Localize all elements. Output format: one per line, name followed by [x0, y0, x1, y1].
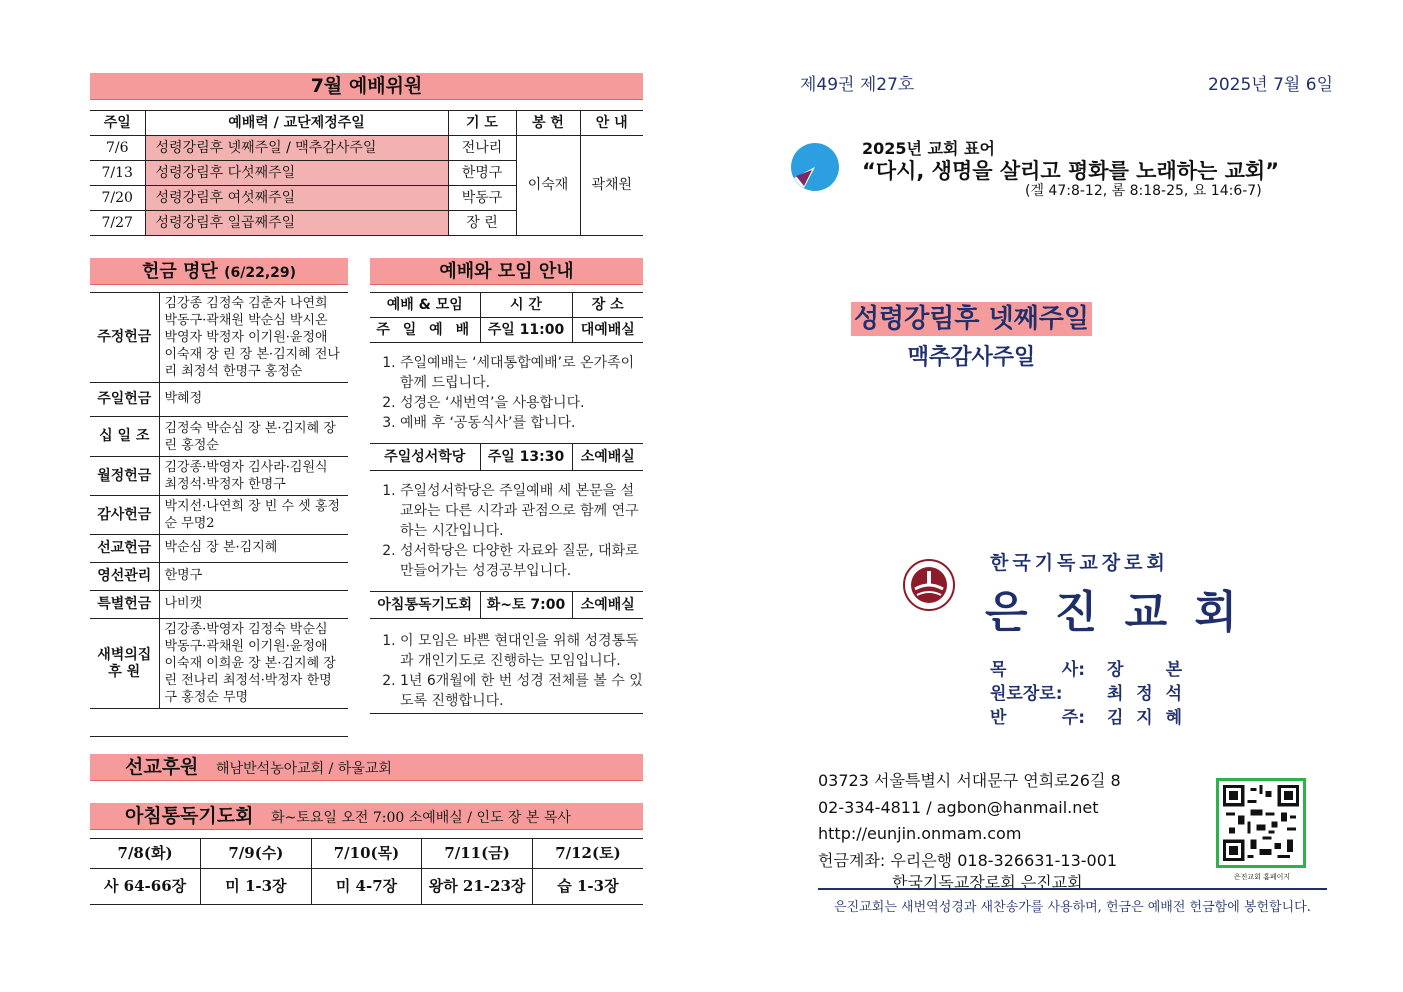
notes-list [370, 471, 643, 591]
sunday-title-wrap [0, 302, 1403, 336]
row-liturgy: 성령강림후 일곱째주일 [145, 211, 448, 236]
schedule-name: 아침통독기도회 [370, 592, 480, 619]
worship-committee-title: 7월 예배위원 [90, 73, 643, 100]
staff-row [990, 658, 1190, 682]
schedule-time: 주일 13:30 [480, 444, 572, 471]
account-row [818, 848, 1121, 875]
morning-prayer-title: 아침통독기도회 [125, 805, 254, 827]
note-item: 2. 성경은 ‘새번역’을 사용합니다. [400, 393, 643, 413]
offering-label: 월정헌금 [90, 457, 159, 496]
reading-day: 7/12(토) [555, 843, 621, 862]
account-number: 우리은행 018-326631-13-001 [890, 850, 1118, 870]
contact-block [818, 768, 1121, 892]
mission-title: 선교후원 [125, 756, 199, 778]
motto-references: (겔 47:8-12, 롬 8:18-25, 요 14:6-7) [1025, 183, 1262, 199]
offering-names: 김강종 김정숙 김춘자 나연희 박동구·곽채원 박순심 박시온 박영자 박정자 이기원·윤정애 이숙재 장 린 장 본·김지혜 전나리 최정석 한명구 홍정순 [164, 296, 340, 379]
offering-names: 나비캣 [164, 596, 203, 612]
denomination: 한국기독교장로회 [990, 552, 1169, 574]
account-holder: 한국기독교장로회 은진교회 [892, 873, 1083, 892]
schedule-row [370, 592, 643, 619]
sunday-title: 성령강림후 넷째주일 [851, 302, 1092, 336]
worship-committee-section [90, 73, 643, 236]
row-prayer: 전나리 [448, 136, 516, 161]
morning-prayer-section [90, 803, 643, 905]
schedule-place: 대예배실 [580, 321, 635, 338]
homepage-link[interactable]: http://eunjin.onmam.com [818, 824, 1022, 843]
phone-email: 02-334-4811 / agbon@hanmail.net [818, 797, 1099, 817]
row-prayer: 박동구 [448, 186, 516, 211]
worship-guide-title: 예배와 모임 안내 [370, 258, 643, 285]
row-date: 7/13 [90, 161, 145, 186]
reading-day: 7/8(화) [90, 839, 201, 869]
note-item: 1. 이 모임은 바쁜 현대인을 위해 성경통독과 개인기도로 진행하는 모임입니다. [400, 631, 643, 671]
church-seal-icon [903, 559, 955, 611]
qr-caption: 은진교회 홈페이지 [1233, 873, 1291, 881]
footer-note: 은진교회는 새번역성경과 새찬송가를 사용하며, 헌금은 예배전 헌금함에 봉헌합니다. [834, 900, 1311, 915]
reading-passage: 사 64-66장 [90, 869, 201, 905]
schedule-time: 화~토 7:00 [480, 592, 572, 619]
staff-role: 목 사: [990, 660, 1085, 680]
reading-day: 7/10(목) [311, 839, 422, 869]
col-header-usher: 안 내 [580, 111, 643, 136]
offering-person: 이숙재 [516, 136, 580, 236]
morning-prayer-text: 화~토요일 오전 7:00 소예배실 / 인도 장 본 목사 [271, 810, 571, 826]
reading-passage: 왕하 21-23장 [422, 869, 533, 905]
schedule-time: 주일 11:00 [480, 318, 572, 343]
guide-col-time: 시 간 [480, 293, 572, 318]
reading-passages-row [90, 869, 643, 905]
motto-logo-icon [790, 142, 840, 192]
staff-list [990, 658, 1190, 730]
offering-names: 한명구 [164, 568, 203, 584]
schedule-table [370, 591, 643, 619]
offering-list-bottom-rule [90, 709, 348, 737]
reading-days-row [90, 839, 643, 869]
staff-role: 반 주: [990, 708, 1085, 728]
offering-list-title-bar [90, 258, 348, 285]
table-row [90, 136, 643, 161]
staff-name: 김 지 혜 [1107, 708, 1182, 728]
offering-label: 십 일 조 [90, 417, 159, 457]
offering-label: 주일헌금 [90, 383, 159, 417]
col-header-prayer: 기 도 [448, 111, 516, 136]
offering-label: 새벽의집 후 원 [90, 619, 159, 709]
row-prayer: 장 린 [448, 211, 516, 236]
row-liturgy: 성령강림후 넷째주일 / 맥추감사주일 [145, 136, 448, 161]
note-item: 2. 1년 6개월에 한 번 성경 전체를 볼 수 있도록 진행합니다. [400, 671, 643, 711]
address: 03723 서울특별시 서대문구 연희로26길 8 [818, 771, 1121, 790]
mission-text: 해남반석농아교회 / 하울교회 [216, 761, 392, 777]
offering-names: 김강종·박영자 김정숙 박순심 박동구·곽채원 이기원·윤정애 이숙재 이희윤 장 본·김지혜 장 린 전나리 최정석·박정자 한명구 홍정순 무명 [164, 622, 336, 705]
offering-label: 주정헌금 [90, 293, 159, 383]
staff-name: 장 본 [1107, 660, 1182, 680]
note-item: 2. 성서학당은 다양한 자료와 질문, 대화로 만들어가는 성경공부입니다. [400, 541, 643, 581]
sunday-subtitle: 맥추감사주일 [907, 345, 1036, 370]
notes-list [370, 619, 643, 714]
col-header-liturgy: 예배력 / 교단제정주일 [145, 111, 448, 136]
reading-passage: 미 4-7장 [311, 869, 422, 905]
row-liturgy: 성령강림후 다섯째주일 [145, 161, 448, 186]
row-date: 7/20 [90, 186, 145, 211]
footer-rule [818, 888, 1327, 890]
offering-names: 김강종·박영자 김사라·김원식 최정석·박정자 한명구 [164, 460, 328, 492]
account-label: 헌금계좌: [818, 850, 886, 870]
offering-label: 선교헌금 [90, 535, 159, 563]
staff-row [990, 682, 1190, 706]
usher-person: 곽채원 [591, 177, 633, 194]
offering-list-title: 헌금 명단 [141, 261, 218, 282]
reading-day: 7/9(수) [201, 839, 312, 869]
schedule-place: 소예배실 [580, 448, 635, 465]
schedule-table [370, 443, 643, 471]
schedule-row [370, 444, 643, 471]
motto-text: “다시, 생명을 살리고 평화를 노래하는 교회” [862, 159, 1279, 183]
schedule-place: 소예배실 [580, 596, 635, 613]
mission-bar [90, 754, 643, 781]
offering-label: 영선관리 [90, 563, 159, 591]
church-name: 은 진 교 회 [985, 587, 1243, 638]
reading-passage: 미 1-3장 [201, 869, 312, 905]
offering-list-dates: (6/22,29) [224, 265, 297, 281]
row-liturgy: 성령강림후 여섯째주일 [145, 186, 448, 211]
offering-label: 특별헌금 [90, 591, 159, 619]
guide-col-name: 예배 & 모임 [370, 293, 480, 318]
row-date: 7/6 [90, 136, 145, 161]
note-item: 1. 주일예배는 ‘세대통합예배’로 온가족이 함께 드립니다. [400, 353, 643, 393]
schedule-name: 주일성서학당 [370, 444, 480, 471]
staff-role: 원로장로: [990, 684, 1063, 704]
reading-passage: 습 1-3장 [557, 876, 619, 895]
offering-names: 박순심 장 본·김지혜 [164, 540, 278, 556]
volume-number: 제49권 제27호 [800, 75, 915, 95]
note-item: 1. 주일성서학당은 주일예배 세 본문을 설교와는 다른 시각과 관점으로 함께 연구하는 시간입니다. [400, 481, 643, 541]
note-item: 3. 예배 후 ‘공동식사’를 합니다. [400, 413, 643, 433]
reading-table [90, 838, 643, 905]
offering-names: 김정숙 박순심 장 본·김지혜 장 린 홍정순 [164, 420, 336, 453]
qr-code-icon[interactable] [1216, 778, 1306, 868]
worship-committee-table [90, 110, 643, 236]
issue-date: 2025년 7월 6일 [1208, 75, 1333, 95]
row-date: 7/27 [90, 211, 145, 236]
offering-label: 감사헌금 [90, 496, 159, 535]
staff-row [990, 706, 1190, 730]
guide-col-place: 장 소 [572, 293, 643, 318]
col-header-date: 주일 [90, 111, 145, 136]
morning-prayer-bar [90, 803, 643, 830]
row-prayer: 한명구 [448, 161, 516, 186]
schedule-name: 주 일 예 배 [370, 318, 480, 343]
reading-day: 7/11(금) [422, 839, 533, 869]
offering-names: 박혜정 [164, 391, 203, 407]
offering-names: 박지선·나연희 장 빈 수 셋 홍정순 무명2 [164, 499, 340, 531]
staff-name: 최 정 석 [1107, 684, 1182, 704]
col-header-offering: 봉 헌 [516, 111, 580, 136]
motto-label: 2025년 교회 표어 [862, 139, 995, 158]
